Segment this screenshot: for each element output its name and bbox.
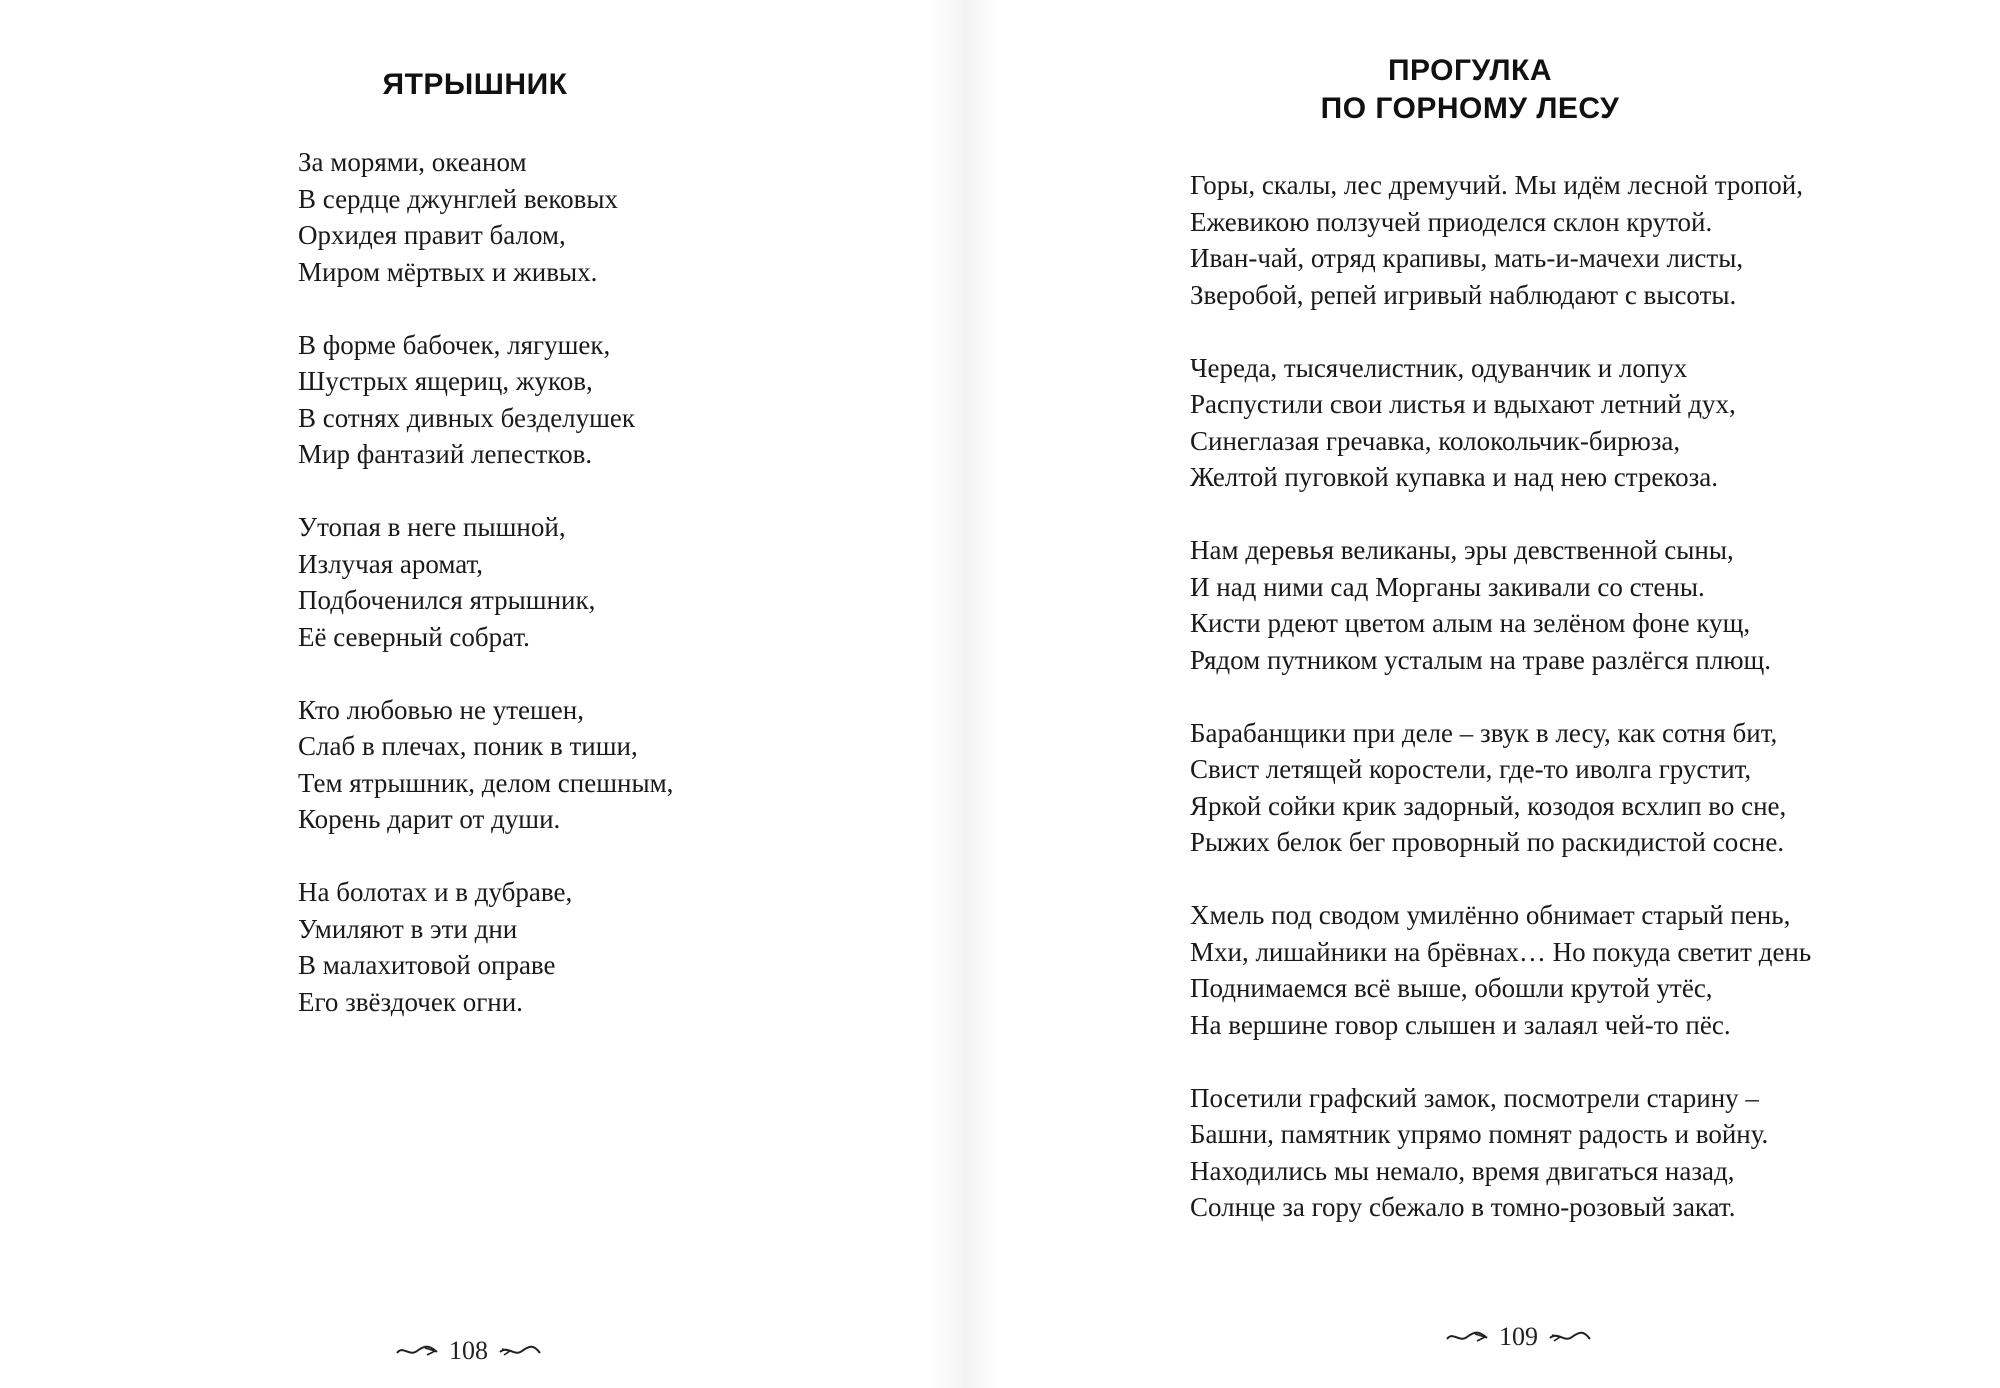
poem-line: Шустрых ящериц, жуков, <box>298 366 593 396</box>
right-page <box>990 0 2000 1388</box>
poem-line: Его звёздочек огни. <box>298 986 523 1017</box>
left-page-title: ЯТРЫШНИК <box>382 68 568 101</box>
poem-line: Орхидея правит балом, <box>298 220 566 250</box>
poem-line: Рядом путником усталым на траве разлёгся плющ. <box>1190 644 1772 675</box>
poem-line: Излучая аромат, <box>298 548 484 579</box>
poem-line: Рыжих белок бег проворный по раскидистой сосне. <box>1190 827 1785 857</box>
swash-ornament-icon <box>1445 1329 1489 1345</box>
page-number-right <box>1445 1322 1592 1352</box>
poem-line: Желтой пуговкой купавка и над нею стрекоза. <box>1190 462 1719 492</box>
poem-line: И над ними сад Морганы закивали со стены. <box>1190 571 1705 602</box>
stanza <box>1190 350 1950 496</box>
poem-line: Распустили свои листья и вдыхают летний дух, <box>1190 389 1736 419</box>
poem-line: Зверобой, репей игривый наблюдают с высоты. <box>1190 279 1737 310</box>
poem-line: Поднимаемся всё выше, обошли крутой утёс, <box>1190 973 1713 1003</box>
poem-line: Тем ятрышник, делом спешным, <box>298 767 674 798</box>
poem-line: Находились мы немало, время двигаться назад, <box>1190 1155 1735 1186</box>
right-page-title <box>1310 52 1630 128</box>
poem-line: Иван-чай, отряд крапивы, мать-и-мачехи листы, <box>1190 243 1744 273</box>
title-line: ПРОГУЛКА <box>1387 54 1553 87</box>
poem-line: Корень дарит от души. <box>298 804 561 834</box>
poem-line: В малахитовой оправе <box>298 950 556 980</box>
poem-line: В сотнях дивных безделушек <box>298 402 636 433</box>
poem-line: Мир фантазий лепестков. <box>298 439 593 469</box>
page-number-text: 108 <box>449 1336 488 1365</box>
left-poem <box>298 144 858 1057</box>
poem-line: Подбоченился ятрышник, <box>298 585 596 615</box>
poem-line: В форме бабочек, лягушек, <box>298 329 611 360</box>
poem-line: Её северный собрат. <box>298 621 530 652</box>
title-line: ПО ГОРНОМУ ЛЕСУ <box>1320 92 1620 125</box>
page-number-left <box>395 1336 542 1366</box>
stanza <box>1190 532 1950 678</box>
left-page <box>0 0 990 1388</box>
stanza <box>1190 897 1950 1043</box>
poem-line: Кисти рдеют цветом алым на зелёном фоне кущ, <box>1190 608 1751 638</box>
poem-line: Утопая в неге пышной, <box>298 512 566 542</box>
swash-ornament-icon <box>1548 1329 1592 1345</box>
poem-line: Мхи, лишайники на брёвнах… Но покуда светит день <box>1190 936 1812 967</box>
stanza <box>1190 1080 1950 1226</box>
poem-line: Миром мёртвых и живых. <box>298 256 598 287</box>
poem-line: Посетили графский замок, посмотрели старину – <box>1190 1082 1759 1113</box>
poem-line: Ежевикою ползучей приоделся склон крутой. <box>1190 206 1713 237</box>
poem-line: Свист летящей коростели, где-то иволга грустит, <box>1190 754 1752 784</box>
poem-line: Нам деревья великаны, эры девственной сыны, <box>1190 535 1734 565</box>
stanza <box>298 509 858 655</box>
swash-ornament-icon <box>395 1343 439 1359</box>
stanza <box>1190 715 1950 861</box>
right-poem <box>1190 167 1950 1262</box>
stanza <box>1190 167 1950 313</box>
poem-line: В сердце джунглей вековых <box>298 183 619 214</box>
poem-line: За морями, океаном <box>298 147 527 177</box>
poem-line: Барабанщики при деле – звук в лесу, как сотня бит, <box>1190 717 1778 748</box>
poem-line: Солнце за гору сбежало в томно-розовый закат. <box>1190 1192 1736 1222</box>
stanza <box>298 144 858 290</box>
poem-line: Слаб в плечах, поник в тиши, <box>298 731 638 761</box>
poem-line: На вершине говор слышен и залаял чей-то пёс. <box>1190 1009 1731 1040</box>
poem-line: Хмель под сводом умилённо обнимает старый пень, <box>1190 900 1791 930</box>
poem-line: Синеглазая гречавка, колокольчик-бирюза, <box>1190 425 1681 456</box>
poem-line: На болотах и в дубраве, <box>298 877 573 907</box>
poem-line: Горы, скалы, лес дремучий. Мы идём лесной тропой, <box>1190 170 1803 200</box>
poem-line: Яркой сойки крик задорный, козодоя всхлип во сне, <box>1190 790 1787 821</box>
poem-line: Умиляют в эти дни <box>298 913 518 944</box>
poem-line: Череда, тысячелистник, одуванчик и лопух <box>1190 352 1688 383</box>
swash-ornament-icon <box>498 1343 542 1359</box>
stanza <box>298 692 858 838</box>
poem-line: Башни, памятник упрямо помнят радость и войну. <box>1190 1119 1769 1149</box>
poem-line: Кто любовью не утешен, <box>298 694 584 725</box>
stanza <box>298 874 858 1020</box>
stanza <box>298 327 858 473</box>
page-number-text: 109 <box>1499 1322 1538 1351</box>
